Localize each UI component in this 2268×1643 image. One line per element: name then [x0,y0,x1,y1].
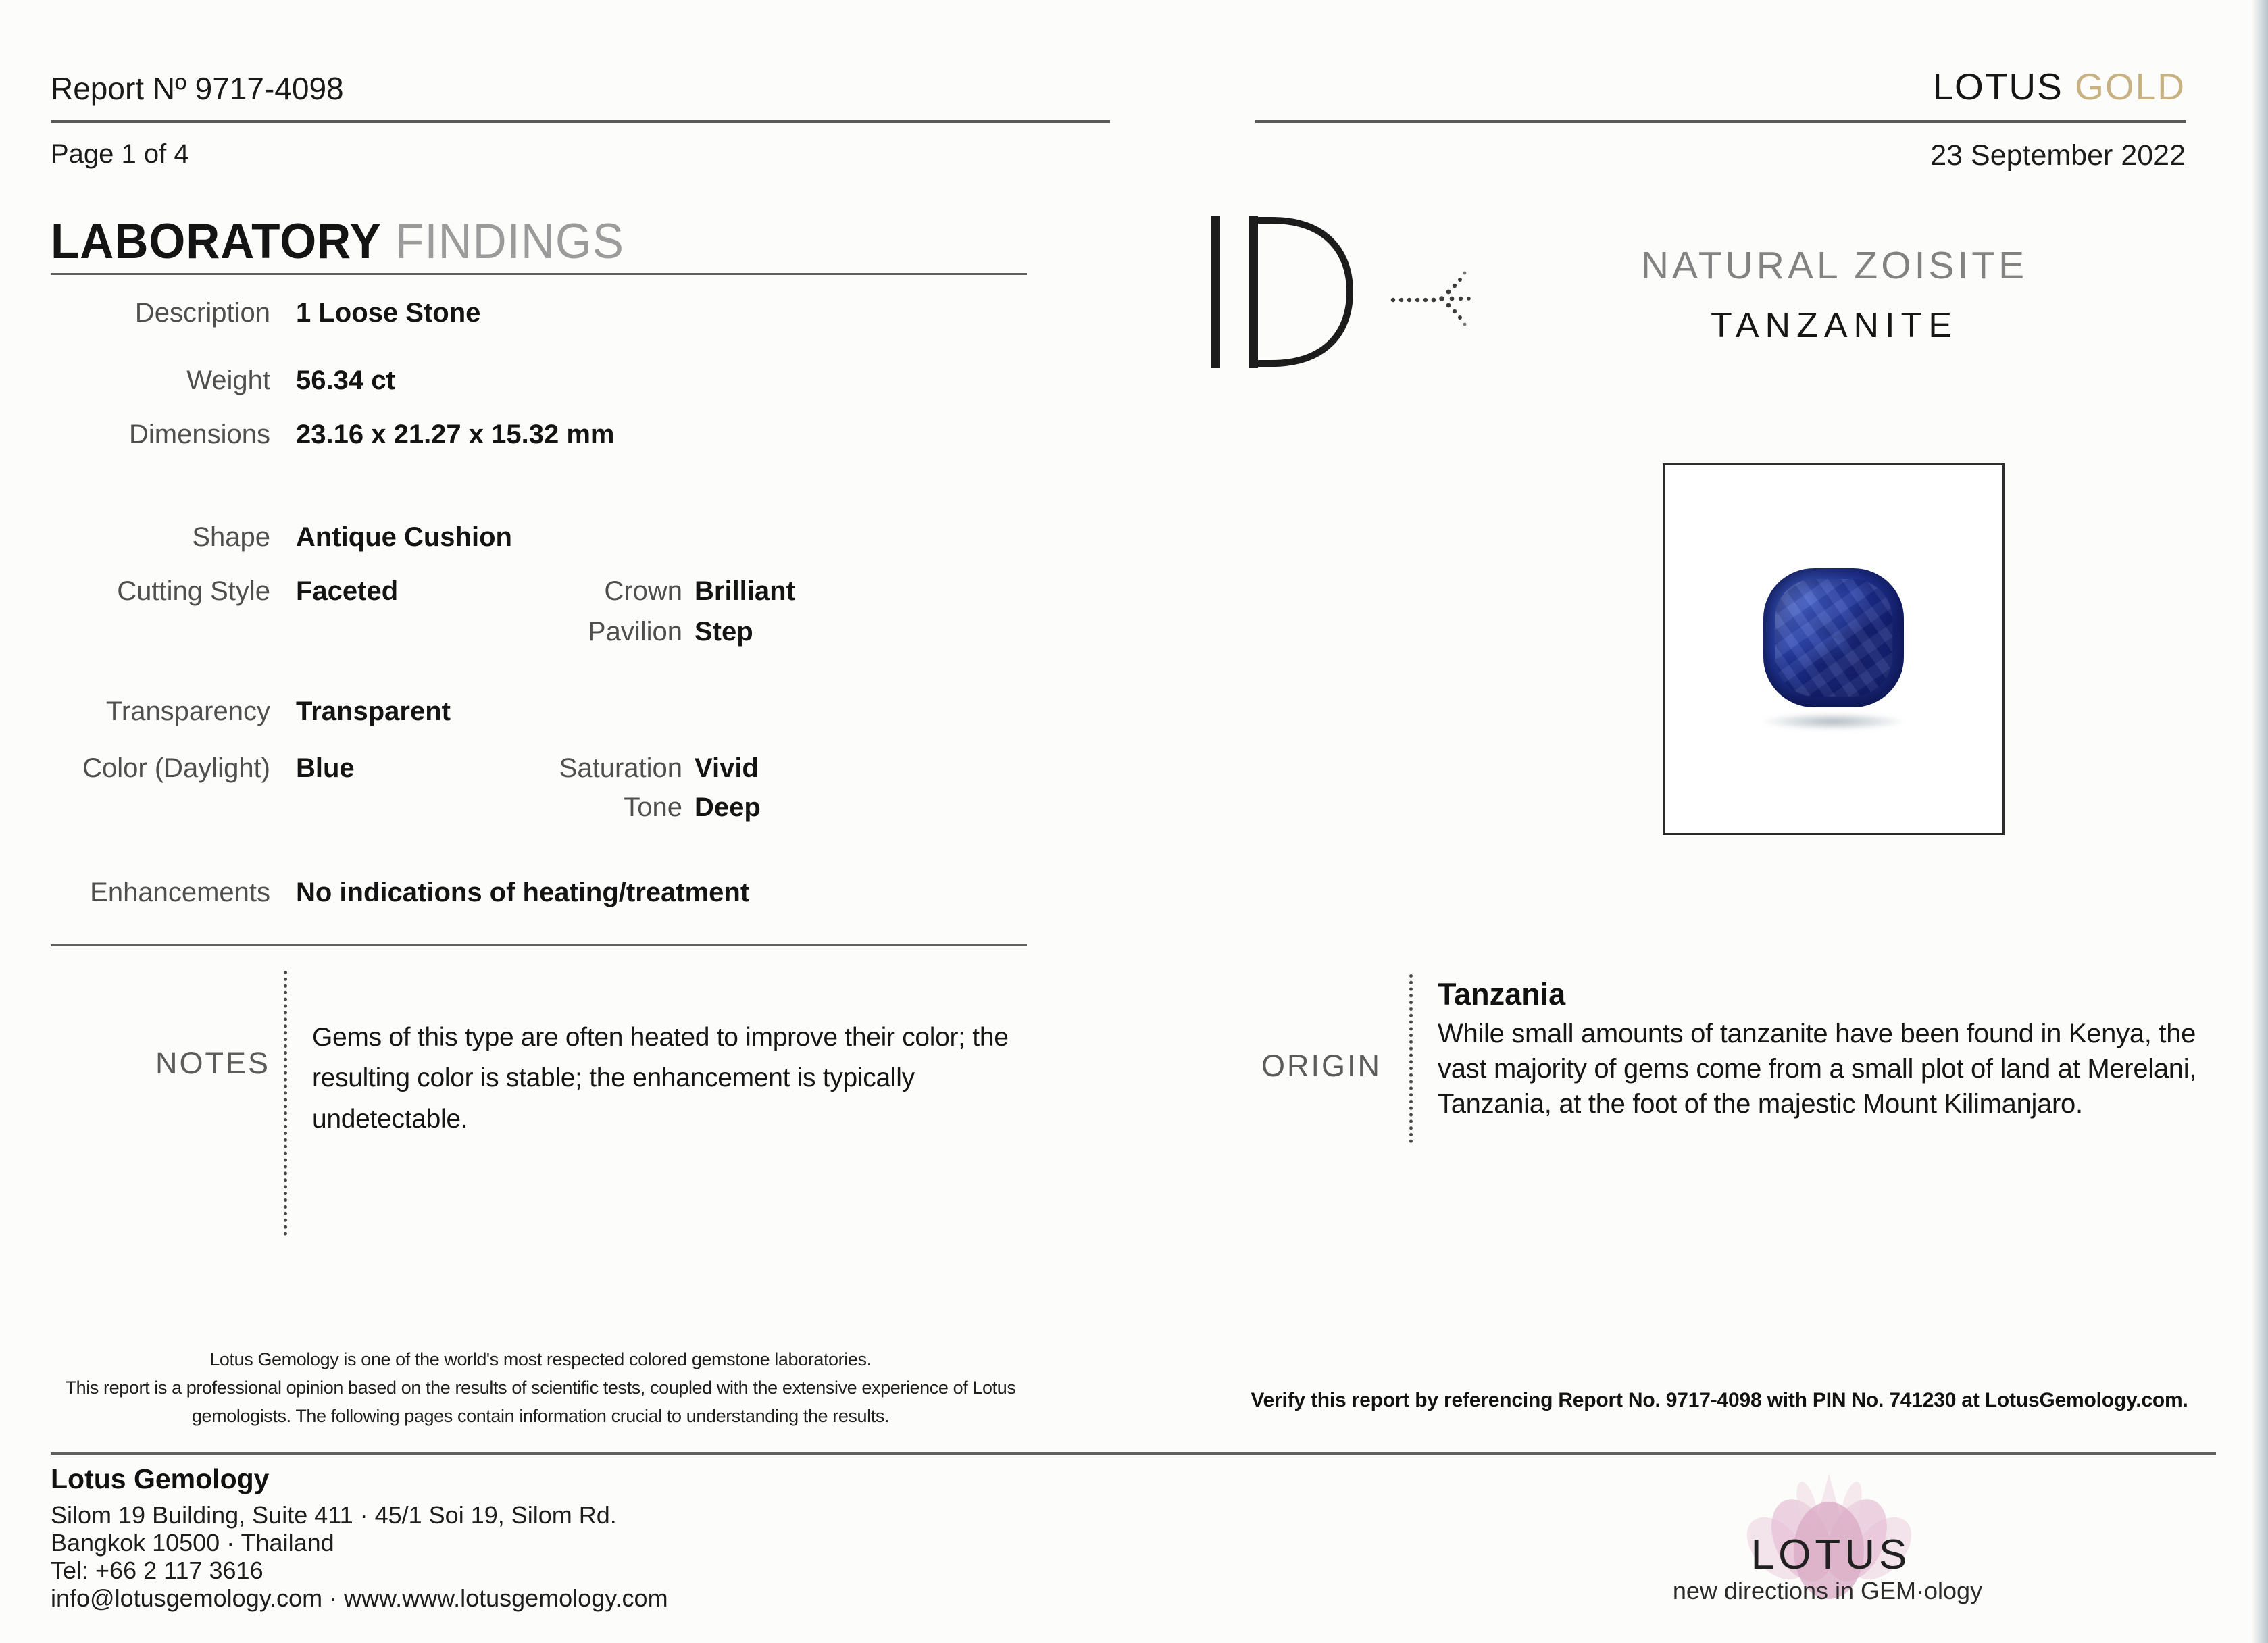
notes-divider [284,971,287,1236]
gem-shadow [1759,713,1908,730]
field-label: Color (Daylight) [82,753,270,783]
footer-phone: Tel: +66 2 117 3616 [51,1557,263,1584]
title-laboratory: LABORATORY [51,214,382,269]
field-row-dimensions [51,419,1078,450]
origin-country: Tanzania [1438,977,1566,1011]
field-row-description [51,297,1078,328]
field-value [296,616,539,647]
field-value-saturation: Vivid [695,753,759,783]
footer-rule [51,1452,2216,1455]
disclaimer [41,1346,1040,1431]
section-title-lab-findings [51,213,624,270]
field-label: Transparency [105,697,270,726]
origin-label: ORIGIN [1261,1048,1382,1083]
disclaimer-line-1: Lotus Gemology is one of the world's most respected colored gemstone laboratories. [209,1349,872,1369]
gem-photo [1763,568,1904,707]
report-number: Report Nº 9717-4098 [51,71,344,106]
field-row-enhancements [51,877,1078,908]
field-value-tone: Deep [695,792,761,822]
title-findings: FINDINGS [381,214,624,269]
disclaimer-line-2: This report is a professional opinion based on the results of scientific tests, coupled with the extensive experience of Lotus [65,1377,1016,1398]
origin-text: While small amounts of tanzanite have been found in Kenya, the vast majority of gems come from a small plot of land at Merelani, Tanzania, at the foot of the majestic Mount Kilimanjaro. [1438,1019,2197,1119]
field-label: Shape [192,522,270,552]
brand-primary: LOTUS [1932,66,2063,107]
gem-photo-frame [1663,463,2005,835]
id-logo [1207,213,1369,370]
field-label: Weight [186,365,270,395]
footer-address-block [51,1501,668,1612]
footer-web: info@lotusgemology.com · www.www.lotusgemology.com [51,1584,668,1612]
field-value [296,792,539,823]
field-label [51,792,270,823]
species-title: NATURAL ZOISITE [1640,244,2028,287]
notes-text: Gems of this type are often heated to improve their color; the resulting color is stable; the enhancement is typically undetectable. [312,1023,1009,1134]
field-value: 1 Loose Stone [296,298,481,328]
field-value: No indications of heating/treatment [296,878,750,907]
field-label-saturation: Saturation [559,753,682,783]
origin-divider [1409,974,1413,1143]
notes-label: NOTES [155,1046,270,1080]
variety-title: TANZANITE [1710,306,1959,345]
dotted-arrow-icon [1389,265,1490,332]
lab-section-bottom-rule [51,944,1027,946]
field-row-weight [51,365,1078,396]
field-value: Faceted [296,576,399,606]
field-row-transparency [51,696,1078,727]
footer-address-line: Silom 19 Building, Suite 411 · 45/1 Soi 19, Silom Rd. [51,1501,617,1529]
disclaimer-line-3: gemologists. The following pages contain information crucial to understanding the results. [191,1405,890,1426]
field-value: 56.34 ct [296,365,395,395]
lotus-logo-wordmark: LOTUS [1750,1532,1911,1578]
field-value-crown: Brilliant [695,576,795,606]
footer-city-line: Bangkok 10500 · Thailand [51,1529,334,1557]
field-label: Description [134,298,270,328]
field-value: Transparent [296,697,451,726]
field-row-tone [51,792,1078,823]
field-label [51,616,270,647]
field-value: Blue [296,753,355,783]
header-rule-left [51,120,1110,123]
field-value: Antique Cushion [296,522,512,552]
header-rule-right [1255,120,2186,123]
field-row-cutting-style [51,576,1078,607]
field-label-pavilion: Pavilion [587,617,682,647]
page-indicator: Page 1 of 4 [51,139,189,169]
scan-edge-artifact [2252,0,2268,1643]
field-value-pavilion: Step [695,617,753,647]
lab-title-rule [51,273,1027,275]
field-row-pavilion [51,616,1078,647]
field-row-color [51,753,1078,784]
brand-secondary: GOLD [2075,66,2186,107]
report-date: 23 September 2022 [1930,139,2186,172]
field-row-shape [51,522,1078,553]
field-label-tone: Tone [624,792,682,822]
brand-wordmark [1554,65,2186,108]
field-label: Enhancements [90,878,270,907]
field-label-crown: Crown [604,576,682,606]
footer-company-name: Lotus Gemology [51,1463,270,1494]
verify-instruction: Verify this report by referencing Report No. 9717-4098 with PIN No. 741230 at LotusGemology.com. [1251,1389,2188,1411]
lotus-logo-tagline: new directions in GEM·ology [1672,1577,1983,1604]
field-label: Cutting Style [117,576,270,606]
field-value: 23.16 x 21.27 x 15.32 mm [296,420,615,449]
field-label: Dimensions [129,420,270,449]
